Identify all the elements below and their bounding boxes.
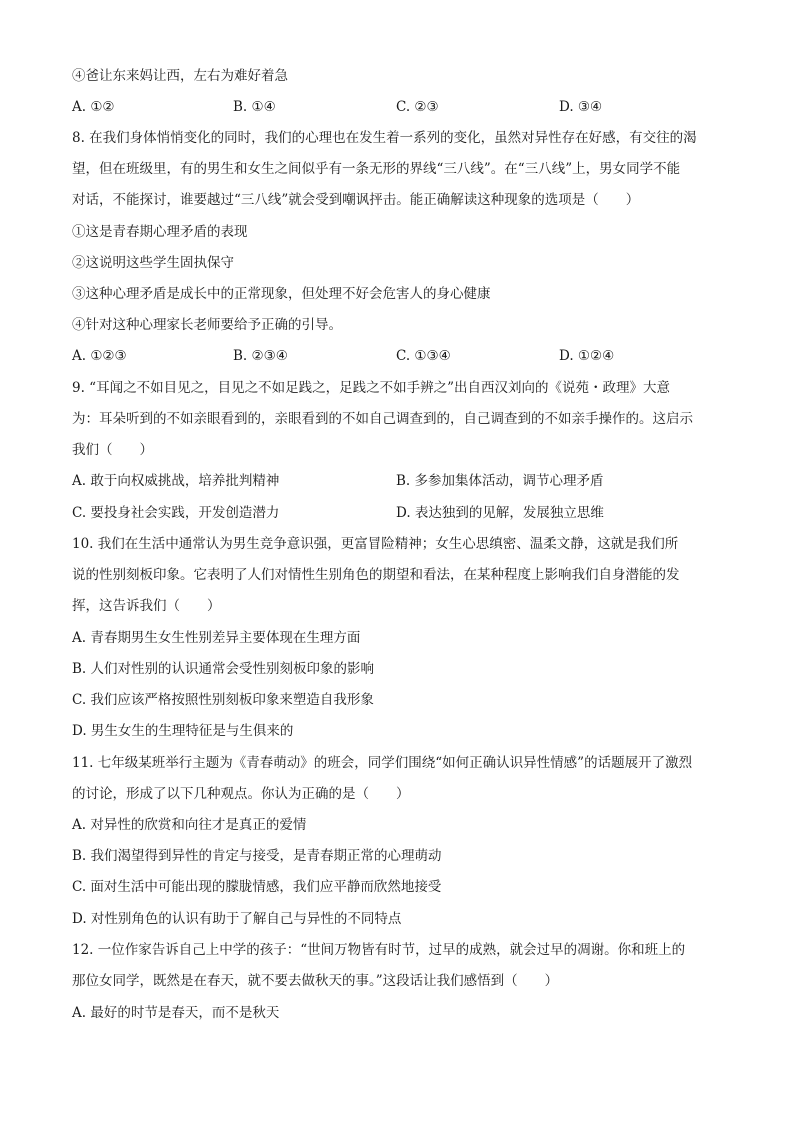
q11-option-a[interactable]: A. 对异性的欣赏和向往才是真正的爱情 [72,817,307,833]
q9-options-row-2 [72,503,724,523]
q9-option-a[interactable]: A. 敢于向权威挑战，培养批判精神 [72,473,280,489]
q7-option-b[interactable]: B. ①④ [233,99,276,115]
q10-stem-line-2: 说的性别刻板印象。它表明了人们对情性生别角色的期望和看法，在某种程度上影响我们自身潜能的发 [72,567,680,583]
q11-option-d[interactable]: D. 对性别角色的认识有助于了解自己与异性的不同特点 [72,911,402,927]
q9-option-d[interactable]: D. 表达独到的见解，发展独立思维 [396,505,604,521]
q9-stem-line-1: 9. “耳闻之不如目见之，目见之不如足践之，足践之不如手辨之”出自西汉刘向的《说苑・政理》大意 [72,380,670,396]
q7-option-d[interactable]: D. ③④ [559,99,603,115]
q8-option-d[interactable]: D. ①②④ [559,348,615,364]
q9-option-b[interactable]: B. 多参加集体活动，调节心理矛盾 [396,473,604,489]
q8-item-3: ③这种心理矛盾是成长中的正常现象，但处理不好会危害人的身心健康 [72,286,491,302]
q7-options [72,97,724,117]
q10-stem-line-1: 10. 我们在生活中通常认为男生竞争意识强，更富冒险精神；女生心思缜密、温柔文静，这就是我们所 [72,536,679,552]
q10-option-c[interactable]: C. 我们应该严格按照性别刻板印象来塑造自我形象 [72,692,374,708]
q11-option-b[interactable]: B. 我们渴望得到异性的肯定与接受，是青春期正常的心理萌动 [72,848,442,864]
q10-option-b[interactable]: B. 人们对性别的认识通常会受性别刻板印象的影响 [72,661,375,677]
q11-stem-line-1: 11. 七年级某班举行主题为《青春萌动》的班会，同学们围绕“如何正确认识异性情感”的话题展开了激烈 [72,755,693,771]
q8-stem-line-3: 对话，不能探讨，谁要越过“三八线”就会受到嘲讽抨击。能正确解读这种现象的选项是（ ） [72,192,640,208]
q12-stem-line-1: 12. 一位作家告诉自己上中学的孩子：“世间万物皆有时节，过早的成熟，就会过早的凋谢。你和班上的 [72,942,686,958]
q8-option-b[interactable]: B. ②③④ [233,348,288,364]
q8-item-2: ②这说明这些学生固执保守 [72,255,234,271]
q10-option-d[interactable]: D. 男生女生的生理特征是与生俱来的 [72,723,294,739]
q8-option-a[interactable]: A. ①②③ [72,348,127,364]
q8-option-c[interactable]: C. ①③④ [396,348,451,364]
q8-item-1: ①这是青春期心理矛盾的表现 [72,224,248,240]
q7-option-a[interactable]: A. ①② [72,99,115,115]
q9-stem-line-3: 我们（ ） [72,442,153,458]
q8-stem-line-2: 望，但在班级里，有的男生和女生之间似乎有一条无形的界线“三八线”。在“三八线”上，男女同学不能 [72,161,681,177]
q11-option-c[interactable]: C. 面对生活中可能出现的朦胧情感，我们应平静而欣然地接受 [72,879,442,895]
q8-options [72,346,724,366]
q8-item-4: ④针对这种心理家长老师要给予正确的引导。 [72,317,342,333]
q7-option-c[interactable]: C. ②③ [396,99,439,115]
q12-option-a[interactable]: A. 最好的时节是春天，而不是秋天 [72,1005,280,1021]
q12-stem-line-2: 那位女同学，既然是在春天，就不要去做秋天的事。”这段话让我们感悟到（ ） [72,973,559,989]
q11-stem-line-2: 的讨论，形成了以下几种观点。你认为正确的是（ ） [72,786,410,802]
q10-option-a[interactable]: A. 青春期男生女生性别差异主要体现在生理方面 [72,630,361,646]
q9-options-row-1 [72,471,724,491]
q8-stem-line-1: 8. 在我们身体悄悄变化的同时，我们的心理也在发生着一系列的变化，虽然对异性存在好感，有交往的渴 [72,130,697,146]
q9-stem-line-2: 为：耳朵听到的不如亲眼看到的，亲眼看到的不如自己调查到的，自己调查到的不如亲手操作的。这启示 [72,411,693,427]
q10-stem-line-3: 挥，这告诉我们（ ） [72,598,221,614]
q9-option-c[interactable]: C. 要投身社会实践，开发创造潜力 [72,505,280,521]
q7-item-4: ④爸让东来妈让西，左右为难好着急 [72,68,288,84]
